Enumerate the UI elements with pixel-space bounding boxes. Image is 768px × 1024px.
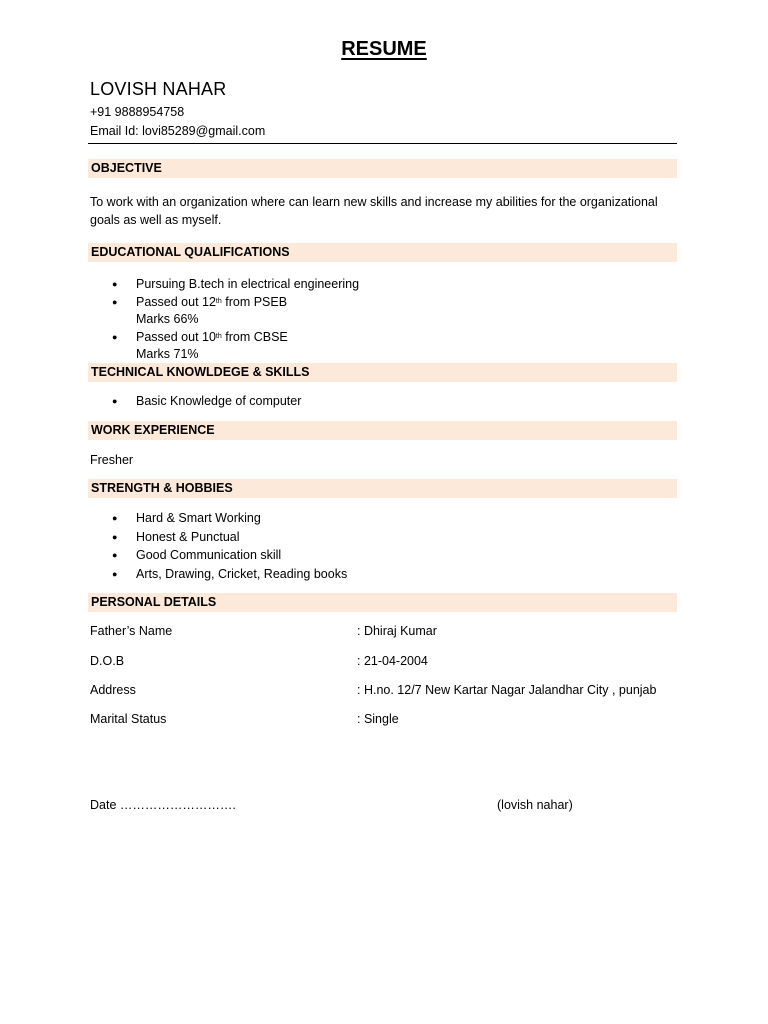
technical-heading: TECHNICAL KNOWLDEGE & SKILLS — [88, 363, 677, 382]
list-item — [90, 509, 347, 528]
objective-heading: OBJECTIVE — [88, 159, 677, 178]
list-item — [90, 528, 347, 547]
detail-value: : Single — [357, 712, 399, 726]
detail-label: Father’s Name — [90, 624, 173, 638]
header-divider — [88, 143, 677, 144]
detail-label: Marital Status — [90, 712, 167, 726]
strengths-list — [90, 509, 347, 583]
work-text: Fresher — [90, 453, 134, 467]
list-item — [90, 546, 347, 565]
list-item-text: Hard & Smart Working — [136, 511, 261, 525]
education-list — [90, 276, 359, 364]
strengths-heading: STRENGTH & HOBBIES — [88, 479, 677, 498]
work-heading: WORK EXPERIENCE — [88, 421, 677, 440]
education-heading: EDUCATIONAL QUALIFICATIONS — [88, 243, 677, 262]
detail-label: Address — [90, 683, 136, 697]
list-item — [90, 329, 359, 364]
detail-value: : H.no. 12/7 New Kartar Nagar Jalandhar City , punjab — [357, 683, 657, 697]
list-item-text: Basic Knowledge of computer — [136, 394, 302, 408]
list-item — [90, 276, 359, 294]
marks-text: Marks 71% — [136, 347, 199, 361]
list-item-text: Good Communication skill — [136, 548, 282, 562]
email-address: Email Id: lovi85289@gmail.com — [90, 124, 266, 138]
objective-text: To work with an organization where can learn new skills and increase my abilities for the organizational goals as well as myself. — [90, 195, 658, 227]
detail-label: D.O.B — [90, 654, 125, 668]
personal-heading: PERSONAL DETAILS — [88, 593, 677, 612]
signature-name: (lovish nahar) — [497, 798, 573, 812]
detail-value: : 21-04-2004 — [357, 654, 428, 668]
list-item-text: Passed out 10th from CBSE — [136, 329, 288, 344]
candidate-name: LOVISH NAHAR — [90, 79, 227, 99]
page-title: RESUME — [341, 38, 427, 60]
technical-list — [90, 393, 301, 411]
list-item — [90, 393, 301, 411]
marks-text: Marks 66% — [136, 312, 199, 326]
list-item-text: Pursuing B.tech in electrical engineering — [136, 277, 360, 291]
phone-number: +91 9888954758 — [90, 105, 185, 119]
list-item — [90, 565, 347, 584]
date-line: Date ………………………. — [90, 798, 236, 812]
list-item-text: Passed out 12th from PSEB — [136, 294, 288, 309]
list-item — [90, 294, 359, 329]
detail-value: : Dhiraj Kumar — [357, 624, 437, 638]
list-item-text: Arts, Drawing, Cricket, Reading books — [136, 566, 348, 581]
list-item-text: Honest & Punctual — [136, 529, 240, 544]
